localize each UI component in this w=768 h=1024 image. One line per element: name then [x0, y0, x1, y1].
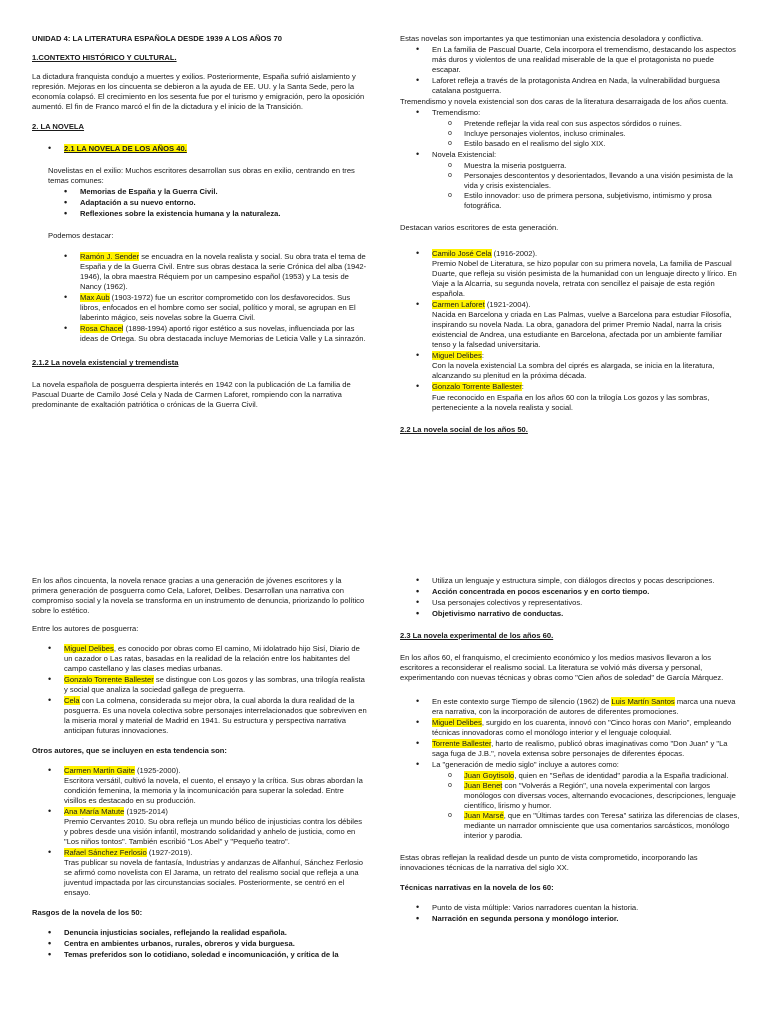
- item-text: , harto de realismo, publicó obras imaginativas como "Don Juan" y "La saga fuga de J.B.", novela extensa sobre personajes de diferentes épocas.: [432, 739, 728, 759]
- author-name: Max Aub: [80, 293, 110, 303]
- list-item: [48, 644, 367, 674]
- list-item: [448, 811, 740, 841]
- features-list: [416, 576, 740, 619]
- list-item: o Estilo innovador: uso de primera persona, subjetivismo, intimismo y prosa fotográfica.: [448, 191, 740, 211]
- list-item: o Incluye personajes violentos, incluso criminales.: [448, 129, 740, 139]
- existencial-sublist: [448, 161, 740, 211]
- rasgos-title: Rasgos de la novela de los 50:: [32, 908, 143, 918]
- col3-intro: En los años cincuenta, la novela renace gracias a una generación de jóvenes escritores y la primera generación de posguerra como Cela, Laforet, Delibes. Desarrollan una narrativa con compromiso social y la novela se transforma en un instrumento de denuncia, priorizando lo político sobre lo estético.: [32, 576, 365, 616]
- column-bottom-left: [32, 576, 367, 968]
- section-1-text: La dictadura franquista condujo a muertes y exilios. Posteriormente, España sufrió aislamiento y represión. Mejoras en los cincuenta se debieron a la ayuda de EE. UU. y la Santa Sede, pero la economía colapsó. El crecimiento en los sesenta fue por el turismo y emigración, pero la oposición aumentó. El fin de Franco marcó el fin de la dictadura y el inicio de la Transición.: [32, 72, 365, 112]
- entre-text: Entre los autores de posguerra:: [32, 624, 139, 634]
- list-item: • Narración en segunda persona y monólogo interior.: [416, 914, 740, 924]
- list-item: [48, 675, 367, 695]
- list-item: [416, 150, 740, 211]
- author-text: (1898-1994) aportó rigor estético a sus novelas, influenciada por las ideas de Ortega. Su obra destacada incluye Memorias de Leticia Valle y La sinrazón.: [80, 324, 366, 344]
- list-item: • Adaptación a su nuevo entorno.: [64, 198, 367, 208]
- list-item: • Laforet refleja a través de la protagonista Andrea en Nada, la vulnerabilidad burguesa catalana postguerra.: [416, 76, 740, 96]
- list-item: [416, 382, 740, 412]
- exilio-text: Novelistas en el exilio: Muchos escritores desarrollan sus obras en exilio, centrando en tres temas comunes:: [48, 166, 355, 186]
- author-name: Rafael Sánchez Ferlosio: [64, 848, 147, 858]
- author-text: Premio Cervantes 2010. Su obra refleja un mundo bélico de injusticias contra los débiles y pobres desde una visión infantil, mostrando solidaridad y anhelo de justicia, como en "Los niños tontos". También escribió "Los Abel" y "Pequeño teatro".: [64, 817, 363, 847]
- rasgos-list: [48, 928, 367, 960]
- author-name: Ana María Matute: [64, 807, 125, 817]
- list-item: [416, 249, 740, 299]
- reflejan-text: Estas obras reflejan la realidad desde un punto de vista comprometido, incorporando las innovaciones técnicas de la narrativa del siglo XX.: [400, 853, 698, 873]
- section-21-item: [48, 144, 367, 154]
- column-bottom-right: [400, 576, 740, 931]
- author-name: Luis Martín Santos: [611, 697, 675, 707]
- list-item: [416, 697, 740, 717]
- writer-dates: (1916-2002).: [491, 249, 538, 259]
- column-top-right: [400, 34, 740, 444]
- author-name: Ramón J. Sender: [80, 252, 140, 262]
- list-item: o Estilo basado en el realismo del siglo XIX.: [448, 139, 740, 149]
- author-text: se encuadra en la novela realista y social. Su obra trata el tema de España y de la Guerra Civil. Entre sus obras destaca la serie Crónica del alba (1942-1946), la obra maestra Réquiem por un campesino español (1953) y La tesis de Nancy (1962).: [80, 252, 367, 292]
- list-item: • Acción concentrada en pocos escenarios y en corto tiempo.: [416, 587, 740, 597]
- item-text: , surgido en los cuarenta, innovó con "Cinco horas con Mario", empleando técnicas innovadoras como el monólogo interior y el lenguaje coloquial.: [432, 718, 732, 738]
- writer-dates: :: [521, 382, 524, 392]
- list-item: • Objetivismo narrativo de conductas.: [416, 609, 740, 619]
- writer-dates: :: [481, 351, 484, 361]
- list-item: [48, 696, 367, 736]
- generacion-text: La "generación de medio siglo" incluye a autores como:: [432, 760, 619, 770]
- section-212-title: 2.1.2 La novela existencial y tremendista: [32, 358, 179, 368]
- section-1-title: 1.CONTEXTO HISTÓRICO Y CULTURAL.: [32, 53, 177, 63]
- list-item: [448, 771, 740, 781]
- authors-list: [64, 252, 367, 344]
- otros-text: Otros autores, que se incluyen en esta tendencia son:: [32, 746, 227, 756]
- writer-text: Nacida en Barcelona y criada en Las Palmas, vuelve a Barcelona para estudiar Filosofía, inspirando su novela Nada. La obra, ganadora del primer Premio Nadal, narra la crisis existencial de Andrea, una estudiante en Barcelona, afectada por un ambiente familiar tenso y la falsedad universitaria.: [432, 310, 732, 350]
- item-text: , quien en "Señas de identidad" parodia a la España tradicional.: [514, 771, 729, 781]
- tecnicas-list: [416, 903, 740, 924]
- section-212-text: La novela española de posguerra despierta interés en 1942 con la publicación de La familia de Pascual Duarte de Camilo José Cela y Nada de Carmen Laforet, rompiendo con la narrativa predominante de exaltación patriótica o crónicas de la Guerra Civil.: [32, 380, 351, 410]
- section-22-title: 2.2 La novela social de los años 50.: [400, 424, 528, 434]
- novels-list: [416, 45, 740, 96]
- unit-title: UNIDAD 4: LA LITERATURA ESPAÑOLA DESDE 1939 A LOS AÑOS 70: [32, 34, 282, 43]
- list-item: • Temas preferidos son lo cotidiano, soledad e incomunicación, y crítica de la: [48, 950, 367, 960]
- writer-dates: (1921-2004).: [484, 300, 531, 310]
- list-item: [64, 293, 367, 323]
- list-item: • Centra en ambientes urbanos, rurales, obreros y vida burguesa.: [48, 939, 367, 949]
- writer-text: Premio Nobel de Literatura, se hizo popular con su primera novela, La familia de Pascual Duarte, que refleja su visión pesimista de la humanidad con un lenguaje directo y lírico. En Viaje a la Alcarria, su segunda novela, retrata con sencillez el paisaje de esta región española.: [432, 259, 737, 299]
- author-name: Carmen Martín Gaite: [64, 766, 135, 776]
- item-text: con "Volverás a Región", una novela experimental con largos monólogos con diversas voces, alternando evocaciones, descripciones, lenguaje científico, lirismo y humor.: [464, 781, 736, 811]
- writer-name: Carmen Laforet: [432, 300, 485, 310]
- list-item: • En La familia de Pascual Duarte, Cela incorpora el tremendismo, destacando los aspectos más duros y violentos de una realidad miserable de la que el protagonista no puede escapar.: [416, 45, 740, 75]
- author-name: Miguel Delibes: [64, 644, 114, 654]
- author-name: Juan Benet: [464, 781, 503, 791]
- section-21-title: 2.1 LA NOVELA DE LOS AÑOS 40.: [64, 144, 187, 154]
- writer-text: Con la novela existencial La sombra del ciprés es alargada, se inicia en la literatura, alcanzando su plenitud en la próxima década.: [432, 361, 715, 381]
- author-text: (1903-1972) fue un escritor comprometido con los desfavorecidos. Sus libros, enfocados en el hombre como ser social, político y moral, se agrupan en El laberinto mágico, seis novelas sobre la Guerra Civil.: [80, 293, 356, 323]
- item-pre: En este contexto surge Tiempo de silencio (1962) de: [432, 697, 612, 707]
- author-name: Juan Marsé: [464, 811, 504, 821]
- destacan-text: Destacan varios escritores de esta generación.: [400, 223, 559, 233]
- author-text: Tras publicar su novela de fantasía, Industrias y andanzas de Alfanhuí, Sánchez Ferlosio se afirmó como novelista con El Jarama, un retrato del realismo social que refleja a una juventud impactada por las circunstancias sociales. Posteriormente, se centró en el ensayo.: [64, 858, 364, 898]
- item-text: marca una nueva era narrativa, con la incorporación de autores de diferentes promociones.: [432, 697, 736, 717]
- author-name: Miguel Delibes: [432, 718, 482, 728]
- tremendismo-label: Tremendismo:: [432, 108, 481, 118]
- item-text: , que en "Últimas tardes con Teresa" satiriza las diferencias de clases, mediante un narrador omnisciente que usa comentarios sarcásticos, monólogo interior y parodia.: [464, 811, 740, 841]
- tecnicas-title: Técnicas narrativas en la novela de los 60:: [400, 883, 554, 893]
- list-item: • Reflexiones sobre la existencia humana y la naturaleza.: [64, 209, 367, 219]
- list-item: o Muestra la miseria postguerra.: [448, 161, 740, 171]
- section-23-title: 2.3 La novela experimental de los años 60.: [400, 631, 554, 641]
- writer-name: Camilo José Cela: [432, 249, 492, 259]
- list-item: [64, 324, 367, 344]
- author-name: Rosa Chacel: [80, 324, 124, 334]
- generation-sublist: [448, 771, 740, 841]
- characteristics-list: [416, 108, 740, 211]
- list-item: [48, 807, 367, 847]
- themes-list: [64, 187, 367, 219]
- list-item: [64, 252, 367, 292]
- list-item: [416, 351, 740, 381]
- list-item: [416, 108, 740, 149]
- list-item: • Denuncia injusticias sociales, reflejando la realidad española.: [48, 928, 367, 938]
- postwar-authors-list: [48, 644, 367, 736]
- column-top-left: [32, 34, 367, 417]
- section-2-title: 2. LA NOVELA: [32, 122, 85, 132]
- experimental-list: [416, 697, 740, 841]
- caras-text: Tremendismo y novela existencial son dos caras de la literatura desarraigada de los años cuenta.: [400, 97, 729, 107]
- section-21-list: [48, 144, 367, 154]
- author-dates: (1925-2000).: [134, 766, 181, 776]
- list-item: o Pretende reflejar la vida real con sus aspectos sórdidos o ruines.: [448, 119, 740, 129]
- list-item: [416, 739, 740, 759]
- col2-intro: Estas novelas son importantes ya que testimonian una existencia desoladora y conflictiva.: [400, 34, 704, 43]
- other-authors-list: [48, 766, 367, 898]
- list-item: [448, 781, 740, 811]
- author-text: se distingue con Los gozos y las sombras, una trilogía realista y social que analiza la sociedad gallega de preguerra.: [64, 675, 365, 695]
- list-item: • Memorias de España y la Guerra Civil.: [64, 187, 367, 197]
- author-name: Gonzalo Torrente Ballester: [64, 675, 154, 685]
- author-name: Torrente Ballester: [432, 739, 492, 749]
- list-item: • Punto de vista múltiple: Varios narradores cuentan la historia.: [416, 903, 740, 913]
- author-text: con La colmena, considerada su mejor obra, la cual aborda la dura realidad de la posguerra. Es una novela colectiva sobre personajes interrelacionados que sobreviven en la miseria moral y material de Madrid en 1941. Su estructura y perspectiva narrativa anticipan futuras innovaciones.: [64, 696, 367, 736]
- author-name: Juan Goytisolo: [464, 771, 515, 781]
- list-item: [416, 718, 740, 738]
- list-item: • Usa personajes colectivos y representativos.: [416, 598, 740, 608]
- list-item: [416, 760, 740, 841]
- existencial-label: Novela Existencial:: [432, 150, 497, 160]
- author-dates: (1925-2014): [124, 807, 168, 817]
- author-dates: (1927-2019).: [146, 848, 193, 858]
- tremendismo-sublist: [448, 119, 740, 149]
- writer-name: Gonzalo Torrente Ballester: [432, 382, 522, 392]
- author-text: Escritora versátil, cultivó la novela, el cuento, el ensayo y la crítica. Sus obras abordan la condición femenina, la memoria y la incomunicación para superar la soledad. Entre visillos es destacado en su producción.: [64, 776, 363, 806]
- writer-name: Miguel Delibes: [432, 351, 482, 361]
- list-item: o Personajes descontentos y desorientados, llevando a una visión pesimista de la vida y crisis existenciales.: [448, 171, 740, 191]
- list-item: [416, 300, 740, 350]
- list-item: [48, 766, 367, 806]
- author-name: Cela: [64, 696, 80, 706]
- writers-list: [416, 249, 740, 412]
- list-item: [48, 848, 367, 898]
- section-23-text: En los años 60, el franquismo, el crecimiento económico y los medios masivos llevaron a los escritores a reconsiderar el realismo social. La literatura se volvió más diversa y personal, experimentando con nuevas técnicas y obras como "Cien años de soledad" de García Márquez.: [400, 653, 724, 683]
- podemos-text: Podemos destacar:: [48, 231, 114, 241]
- list-item: • Utiliza un lenguaje y estructura simple, con diálogos directos y pocas descripciones.: [416, 576, 740, 586]
- writer-text: Fue reconocido en España en los años 60 con la trilogía Los gozos y las sombras, perteneciente a la novela realista y social.: [432, 392, 710, 412]
- author-text: , es conocido por obras como El camino, Mi idolatrado hijo Sisí, Diario de un cazador o Las ratas, basadas en la realidad de la relación entre los habitantes del campo castellano y las clases medias urbanas.: [64, 644, 360, 674]
